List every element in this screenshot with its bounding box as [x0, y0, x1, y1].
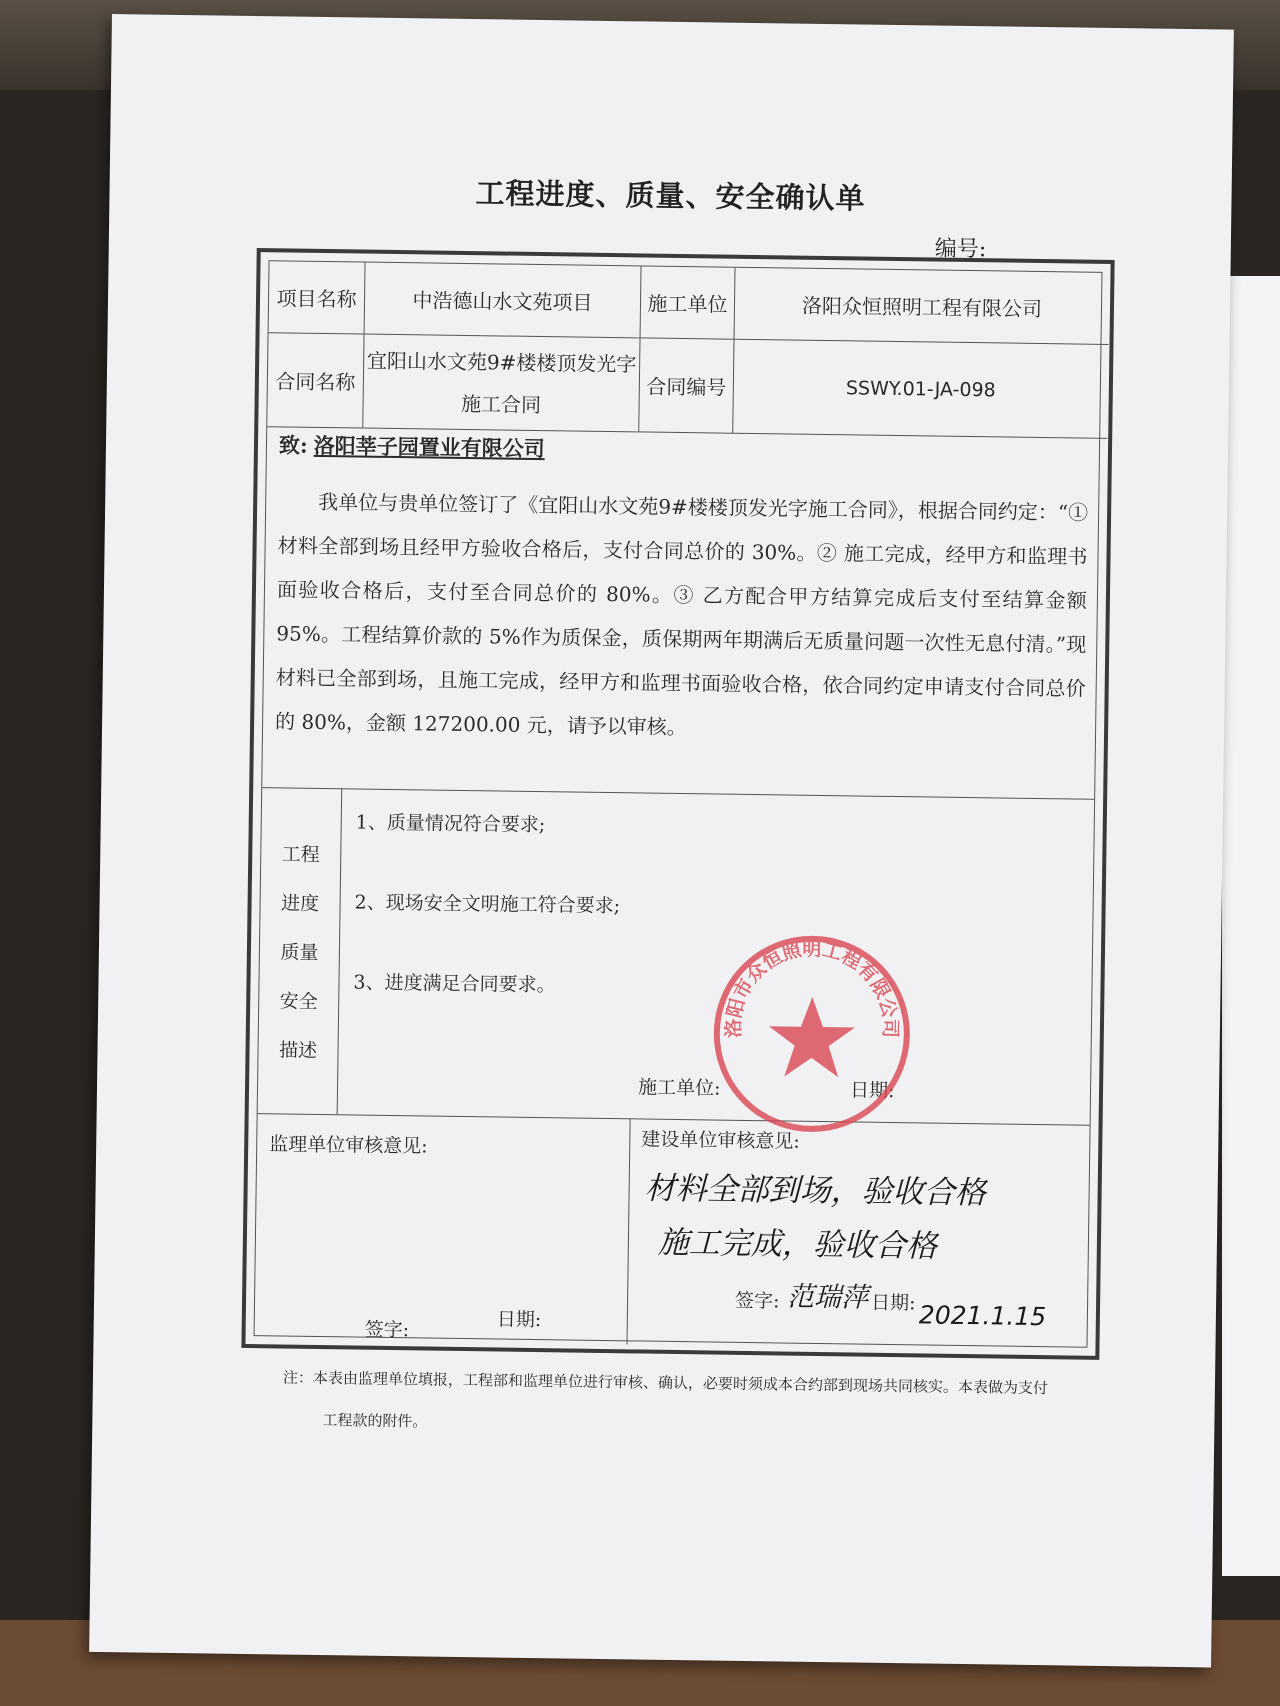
form-grid [254, 260, 1103, 1348]
description-item: 3、进度满足合同要求。 [353, 971, 556, 997]
project-name-value: 中浩德山水文苑项目 [412, 288, 593, 315]
contract-name-label-cell [267, 333, 364, 428]
contract-no-label-cell [639, 338, 734, 433]
confirmation-form [241, 248, 1114, 1360]
owner-handwritten-line2: 施工完成，验收合格 [657, 1224, 938, 1265]
document-title: 工程进度、质量、安全确认单 [475, 176, 866, 216]
owner-date-label: 日期: [870, 1291, 916, 1315]
owner-handwritten-line1: 材料全部到场，验收合格 [644, 1170, 986, 1212]
supervisor-sign-label: 签字: [364, 1318, 410, 1342]
footnote-line1: 注：本表由监理单位填报，工程部和监理单位进行审核、确认，必要时须成本合约部到现场共同核实。本表做为支付 [282, 1368, 1049, 1398]
company-seal-stamp [705, 927, 918, 1140]
contractor-label-cell [641, 266, 736, 339]
supervisor-date-label: 日期: [496, 1308, 542, 1332]
section-divider [262, 787, 1094, 800]
supervisor-opinion-label: 监理单位审核意见: [269, 1133, 428, 1158]
contract-no-cell [733, 340, 1108, 439]
contract-name-label: 合同名称 [275, 369, 356, 395]
document-page [89, 14, 1234, 1668]
description-label-char: 进度 [280, 891, 320, 915]
contract-name-line2: 施工合同 [460, 391, 542, 417]
addressee-label: 致: [278, 432, 308, 458]
project-name-cell [365, 263, 642, 339]
description-label-char: 质量 [280, 940, 319, 964]
adjacent-paper-sheet [1222, 276, 1280, 1576]
owner-signature: 范瑞萍 [786, 1281, 869, 1314]
owner-date-value: 2021.1.15 [918, 1300, 1047, 1332]
contract-name-cell [363, 335, 640, 433]
footnote-line2: 工程款的附件。 [322, 1411, 428, 1431]
seal-text: 洛阳市众恒照明工程有限公司 [722, 938, 902, 1039]
owner-sign-label: 签字: [734, 1289, 780, 1313]
contractor-label: 施工单位 [647, 291, 728, 317]
description-label-char: 描述 [278, 1038, 318, 1062]
addressee-line [279, 429, 545, 463]
serial-number-label: 编号: [934, 236, 987, 263]
contract-no-value: SSWY.01-JA-098 [845, 376, 996, 401]
column-divider [626, 1118, 630, 1344]
project-name-label: 项目名称 [276, 286, 357, 312]
contractor-cell [735, 268, 1110, 345]
contractor-value: 洛阳众恒照明工程有限公司 [801, 293, 1043, 322]
project-name-label-cell [269, 261, 366, 334]
addressee-company: 洛阳莘子园置业有限公司 [313, 432, 545, 462]
footnote [282, 1357, 1183, 1454]
contract-name-line1: 宜阳山水文苑9#楼楼顶发光字 [366, 348, 637, 376]
description-item: 1、质量情况符合要求; [355, 811, 546, 837]
letter-body: 我单位与贵单位签订了《宜阳山水文苑9#楼楼顶发光字施工合同》，根据合同约定：“① 材料全部到场且经甲方验收合格后，支付合同总价的 30%。② 施工完成，经甲方和监理书面验收合格后，支付至合同总价的 80%。③ 乙方配合甲方结算完成后支付至结算金额 95%。工程结算价款的 5%作为质保金，质保期两年期满后无质量问题一次性无息付清。”现材料已全部到场，且施工完成，经甲方和监理书面验收合格，依合同约定申请支付合同总价的 80%，金额 127200.00 元，请予以审核。 [274, 489, 1089, 740]
description-label-char: 安全 [279, 989, 318, 1013]
contract-no-label: 合同编号 [646, 374, 727, 400]
description-label-char: 工程 [281, 842, 320, 866]
contractor-date-label: 日期: [849, 1079, 895, 1103]
owner-opinion-label: 建设单位审核意见: [641, 1128, 800, 1153]
description-label [258, 787, 343, 1114]
description-item: 2、现场安全文明施工符合要求; [354, 891, 621, 918]
contractor-sign-label: 施工单位: [637, 1076, 721, 1100]
section-divider [258, 1113, 1090, 1126]
